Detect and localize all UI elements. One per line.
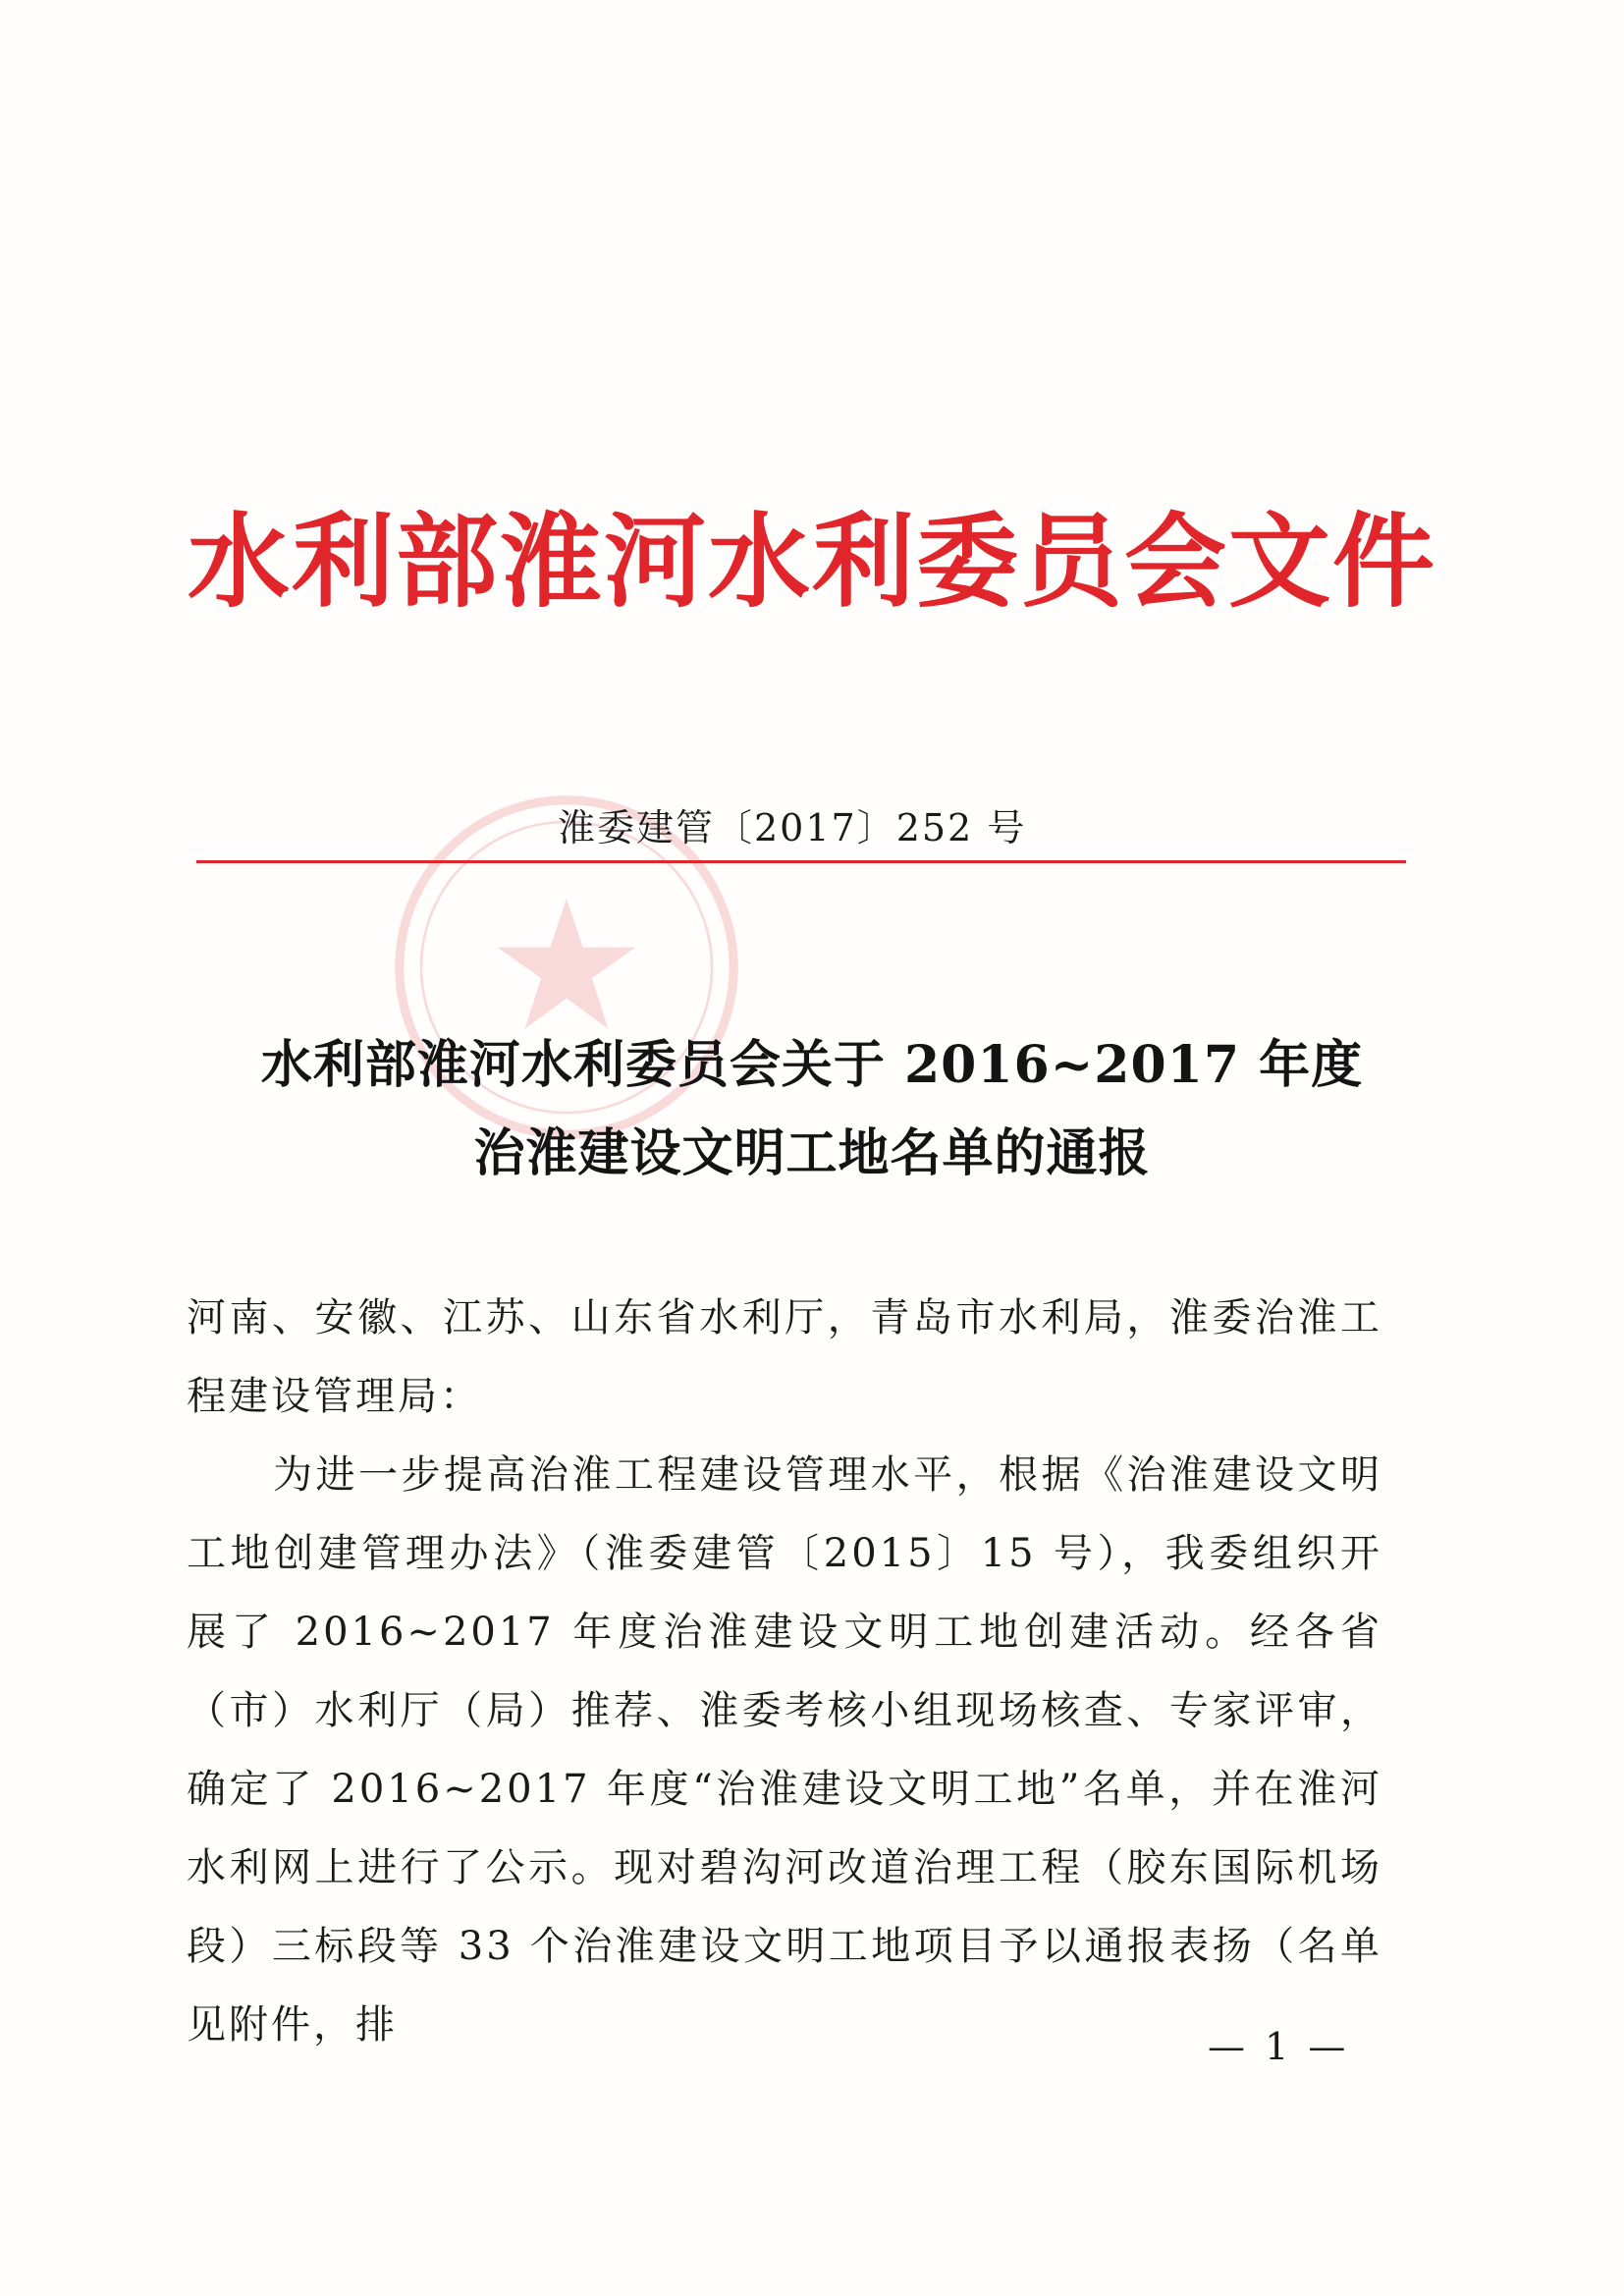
notice-title (157, 1021, 1467, 1198)
addressee-paragraph: 河南、安徽、江苏、山东省水利厅，青岛市水利局，淮委治淮工程建设管理局： (187, 1295, 1382, 1419)
body-paragraph-1: 为进一步提高治淮工程建设管理水平，根据《治淮建设文明工地创建管理办法》（淮委建管〔2015〕15 号），我委组织开展了 2016~2017 年度治淮建设文明工地创建活动。经各省（市）水利厅（局）推荐、淮委考核小组现场核查、专家评审，确定了 2016~2017 年度“治淮建设文明工地”名单，并在淮河水利网上进行了公示。现对碧沟河改道治理工程（胶东国际机场段）三标段等 33 个治淮建设文明工地项目予以通报表扬（名单见附件，排 (187, 1452, 1382, 2048)
document-header-title: 水利部淮河水利委员会文件 (187, 502, 1436, 622)
document-number: 淮委建管〔2017〕252 号 (558, 806, 1027, 849)
notice-title-line-2: 治淮建设文明工地名单的通报 (473, 1123, 1151, 1183)
red-divider-line (196, 860, 1406, 863)
notice-body (187, 1279, 1382, 2064)
notice-title-line-1: 水利部淮河水利委员会关于 2016~2017 年度 (260, 1035, 1364, 1095)
page-number: — 1 — (1208, 2025, 1350, 2068)
